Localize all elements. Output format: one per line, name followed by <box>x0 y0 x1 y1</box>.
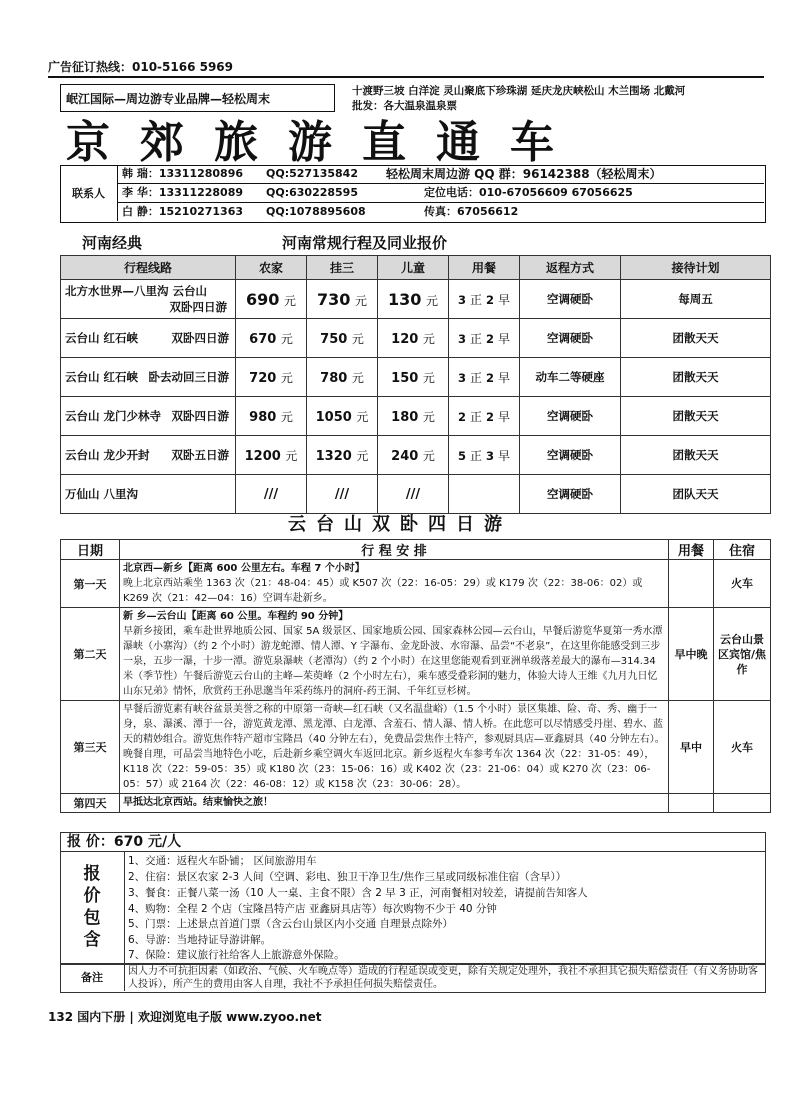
itinerary-row <box>61 794 771 813</box>
meal-main: 3 <box>457 370 466 385</box>
meal-cell <box>449 319 520 358</box>
route-name: 云台山 红石峡 <box>65 370 139 384</box>
return-cell: 空调硬卧 <box>520 397 621 436</box>
contact-qq: QQ:630228595 <box>266 186 358 199</box>
price-value: 180 <box>391 409 419 425</box>
col-date: 日期 <box>61 540 120 560</box>
destinations-line1: 十渡野三坡 白洋淀 灵山聚底下珍珠湖 延庆龙庆峡松山 木兰围场 北戴河 <box>352 85 686 97</box>
col-plan: 接待计划 <box>621 256 771 280</box>
meal-cell <box>449 436 520 475</box>
price-value: 120 <box>391 331 419 347</box>
destinations-line2: 批发：各大温泉温泉票 <box>352 100 457 112</box>
price-unit: 元 <box>283 293 296 308</box>
contact-row <box>118 184 764 202</box>
meal-breakfast: 2 <box>486 409 495 424</box>
meal-breakfast-unit: 早 <box>498 448 511 463</box>
price-value: 240 <box>391 448 419 464</box>
meal-breakfast: 2 <box>486 292 495 307</box>
day-stay: 火车 <box>714 560 771 608</box>
meal-cell <box>449 358 520 397</box>
price-value: 670 <box>249 331 277 347</box>
price-unit: 元 <box>422 331 435 346</box>
meal-main: 3 <box>457 292 466 307</box>
itinerary-row <box>61 608 771 701</box>
meal-cell <box>449 475 520 514</box>
meal-breakfast: 2 <box>486 370 495 385</box>
route-name: 云台山 红石峡 <box>65 331 139 345</box>
contact-extra: 轻松周末周边游 QQ 群：96142388（轻松周末） <box>386 167 662 181</box>
destinations <box>352 84 762 114</box>
route-cell <box>61 475 236 514</box>
route-cell <box>61 436 236 475</box>
contact-row <box>118 203 764 221</box>
price-cell <box>307 397 378 436</box>
route-cell <box>61 397 236 436</box>
price-text: 报 价：670 元/人 <box>67 834 182 850</box>
day-label: 第二天 <box>61 608 120 701</box>
price-cell <box>378 475 449 514</box>
plan-cell: 团散天天 <box>621 397 771 436</box>
route-name: 万仙山 八里沟 <box>65 487 139 501</box>
price-cell <box>378 358 449 397</box>
includes-item: 1、交通：返程火车卧铺； 区间旅游用车 <box>128 855 317 867</box>
day-meal <box>669 794 714 813</box>
price-unit: 元 <box>280 409 293 424</box>
price-value: /// <box>263 486 279 502</box>
plan-cell: 团散天天 <box>621 358 771 397</box>
includes-char: 价 <box>83 886 101 906</box>
route-cell <box>61 280 236 319</box>
meal-breakfast-unit: 早 <box>498 370 511 385</box>
col-return: 返程方式 <box>520 256 621 280</box>
price-value: 720 <box>249 370 277 386</box>
route-duration: 双卧四日游 <box>171 331 229 345</box>
itinerary-header-row <box>61 540 771 560</box>
price-row <box>61 319 771 358</box>
price-value: 780 <box>320 370 348 386</box>
contact-extra: 传真：67056612 <box>424 205 519 218</box>
price-value: /// <box>334 486 350 502</box>
price-value: /// <box>405 486 421 502</box>
day-meal: 早中晚 <box>669 608 714 701</box>
price-value: 750 <box>320 331 348 347</box>
route-duration: 双卧四日游 <box>169 300 227 314</box>
day-stay: 火车 <box>714 701 771 794</box>
return-cell: 动车二等硬座 <box>520 358 621 397</box>
price-unit: 元 <box>356 409 369 424</box>
day-label: 第三天 <box>61 701 120 794</box>
col-hotel: 挂三 <box>307 256 378 280</box>
price-cell <box>378 397 449 436</box>
price-cell <box>236 436 307 475</box>
price-cell <box>236 280 307 319</box>
ad-hotline: 广告征订热线：010-5166 5969 <box>48 60 234 74</box>
day-content <box>120 794 669 813</box>
meal-main-unit: 正 <box>469 331 482 346</box>
price-cell <box>236 319 307 358</box>
price-unit: 元 <box>280 331 293 346</box>
itinerary-title: 云台山双卧四日游 <box>288 514 512 535</box>
day-label: 第一天 <box>61 560 120 608</box>
meal-breakfast-unit: 早 <box>498 409 511 424</box>
meal-breakfast-unit: 早 <box>498 331 511 346</box>
price-value: 1050 <box>315 409 352 425</box>
day-title: 北京西—新乡【距离 600 公里左右。车程 7 个小时】 <box>123 563 365 574</box>
itinerary-table <box>60 539 771 813</box>
price-unit: 元 <box>354 293 367 308</box>
price-cell <box>378 319 449 358</box>
price-cell <box>236 358 307 397</box>
price-value: 730 <box>317 289 351 309</box>
note-text: 因人力不可抗拒因素（如政治、气候、火车晚点等）造成的行程延误或变更，除有关规定处理外，我社不承担其它损失赔偿责任（有义务协助客人投诉），所产生的费用由客人自理，我社不予承担任何损失赔偿责任。 <box>128 966 758 990</box>
note-label: 备注 <box>60 963 125 991</box>
page-title: 京郊旅游直通车 <box>66 117 584 168</box>
contact-qq: QQ:527135842 <box>266 167 358 180</box>
includes-label <box>60 851 125 963</box>
route-cell <box>61 358 236 397</box>
includes-char: 报 <box>83 864 101 884</box>
includes-item: 5、门票：上述景点首道门票（含云台山景区内小交通 自理景点除外） <box>128 918 454 930</box>
price-cell <box>307 436 378 475</box>
meal-main: 2 <box>457 409 466 424</box>
route-duration: 双卧四日游 <box>171 409 229 423</box>
meal-breakfast: 3 <box>486 448 495 463</box>
route-cell <box>61 319 236 358</box>
col-meal: 用餐 <box>669 540 714 560</box>
price-row <box>61 475 771 514</box>
day-text: 晚上北京西站乘坐 1363 次（21：48-04：45）或 K507 次（22：16-05：29）或 K179 次（22：38-06：02）或 K269 次（21：42—04：16）空调车赴新乡。 <box>123 578 643 604</box>
includes-item: 6、导游：当地持证导游讲解。 <box>128 934 272 946</box>
price-value: 980 <box>249 409 277 425</box>
includes-item: 4、购物：全程 2 个店（宝隆昌特产店 亚鑫厨具店等）每次购物不少于 40 分钟 <box>128 903 497 915</box>
price-row <box>61 436 771 475</box>
meal-cell <box>449 397 520 436</box>
contact-label: 联系人 <box>60 165 118 221</box>
price-unit: 元 <box>425 293 438 308</box>
meal-main: 3 <box>457 331 466 346</box>
day-content <box>120 608 669 701</box>
route-name: 北方水世界—八里沟 云台山 <box>65 284 208 298</box>
return-cell: 空调硬卧 <box>520 475 621 514</box>
price-cell <box>236 475 307 514</box>
day-label: 第四天 <box>61 794 120 813</box>
contact-row <box>118 165 764 183</box>
price-header-row <box>61 256 771 280</box>
price-unit: 元 <box>280 370 293 385</box>
col-route: 行程线路 <box>61 256 236 280</box>
price-unit: 元 <box>422 448 435 463</box>
return-cell: 空调硬卧 <box>520 436 621 475</box>
price-value: 690 <box>246 289 280 309</box>
meal-breakfast-unit: 早 <box>498 292 511 307</box>
meal-main-unit: 正 <box>469 409 482 424</box>
contact-name: 白 静：15210271363 <box>122 205 244 218</box>
price-unit: 元 <box>422 370 435 385</box>
price-unit: 元 <box>351 370 364 385</box>
header-rule <box>48 76 764 78</box>
plan-cell: 团队天天 <box>621 475 771 514</box>
includes-item: 2、住宿：景区农家 2-3 人间（空调、彩电、独卫干净卫生/焦作三星或同级标准住宿（含早）） <box>128 871 567 883</box>
day-title: 早抵达北京西站。结束愉快之旅！ <box>123 797 273 808</box>
day-content <box>120 701 669 794</box>
day-stay <box>714 794 771 813</box>
price-cell <box>378 436 449 475</box>
day-title: 新 乡—云台山【距离 60 公里。车程约 90 分钟】 <box>123 611 349 622</box>
contact-name: 李 华：13311228089 <box>122 186 244 199</box>
includes-item: 3、餐食：正餐八菜一汤（10 人一桌、主食不限）含 2 早 3 正，河南餐相对较差，请提前告知客人 <box>128 887 588 899</box>
col-meal: 用餐 <box>449 256 520 280</box>
price-cell <box>307 475 378 514</box>
price-unit: 元 <box>422 409 435 424</box>
plan-cell: 团散天天 <box>621 319 771 358</box>
meal-main-unit: 正 <box>469 292 482 307</box>
includes-item: 7、保险：建议旅行社给客人上旅游意外保险。 <box>128 949 345 961</box>
price-cell <box>307 319 378 358</box>
day-content <box>120 560 669 608</box>
page-footer: 132 国内下册 | 欢迎浏览电子版 www.zyoo.net <box>48 1010 322 1024</box>
route-name: 云台山 龙门少林寺 <box>65 409 162 423</box>
brand-slogan: 岷江国际—周边游专业品牌—轻松周末 <box>66 92 271 106</box>
col-child: 儿童 <box>378 256 449 280</box>
price-cell <box>307 280 378 319</box>
price-unit: 元 <box>356 448 369 463</box>
meal-cell <box>449 280 520 319</box>
includes-char: 包 <box>83 908 101 928</box>
meal-main-unit: 正 <box>469 448 482 463</box>
itinerary-row <box>61 701 771 794</box>
route-duration: 双卧五日游 <box>171 448 229 462</box>
meal-breakfast: 2 <box>486 331 495 346</box>
price-value: 1320 <box>315 448 352 464</box>
meal-main: 5 <box>457 448 466 463</box>
price-unit: 元 <box>285 448 298 463</box>
price-row <box>61 397 771 436</box>
contact-extra: 定位电话：010-67056609 67056625 <box>424 186 633 199</box>
section-henan-classic: 河南经典 <box>82 234 143 252</box>
price-row <box>61 280 771 319</box>
return-cell: 空调硬卧 <box>520 319 621 358</box>
day-text: 早餐后游览素有峡谷盆景美誉之称的中原第一奇峡—红石峡（又名温盘峪）（1.5 个小时）景区集雄、险、奇、秀、幽于一身，泉、瀑溪、潭于一谷，游览黄龙潭、黑龙潭、白龙潭、含羞石、情人瀑、情人桥。在此您可以尽情感受丹崖、碧水、蓝天的精妙组合。游览焦作特产超市宝隆昌（40 分钟左右），免费品尝焦作土特产，参观厨具店—亚鑫厨具（40 分钟左右）。晚餐自理，可品尝当地特色小吃，后赴新乡乘空调火车返回北京。新乡返程火车参考车次 1364 次（22：31-05：49），K118 次（22：59-05：35）或 K180 次（23：15-06：16）或 K402 次（23：21-06：04）或 K270 次（23：06-05：57）或 2164 次（22：46-08：12）或 K158 次（23：30-06：28）。 <box>123 704 665 790</box>
price-cell <box>378 280 449 319</box>
price-line <box>60 832 766 852</box>
day-stay: 云台山景区宾馆/焦作 <box>714 608 771 701</box>
contact-name: 韩 瑞：13311280896 <box>122 167 244 180</box>
col-farm: 农家 <box>236 256 307 280</box>
return-cell: 空调硬卧 <box>520 280 621 319</box>
itinerary-row <box>61 560 771 608</box>
contact-rows <box>118 165 764 221</box>
price-value: 1200 <box>244 448 281 464</box>
price-cell <box>307 358 378 397</box>
price-value: 130 <box>388 289 422 309</box>
route-duration: 卧去动回三日游 <box>148 370 229 384</box>
price-table <box>60 255 771 514</box>
day-text: 早新乡接团，乘车赴世界地质公园、国家 5A 级景区、国家地质公园、国家森林公园—云台山，早餐后游览华夏第一秀水潭瀑峡（小寨沟）（约 2 个小时）游龙蛇潭、情人潭、Y 字瀑布、金龙卧波、水帘瀑、品尝“不老泉”，在这里你能感受到三步一泉，五步一瀑，十步一潭。游览泉瀑峡（老潭沟）（约 2 个小时）在这里您能观看到亚洲单级落差最大的瀑布—314.34 米（季节性）午餐后游览云台山的主峰—茱萸峰（2 个小时左右），乘车感受叠彩洞的魅力，体验大诗人王维《九月九日忆山东兄弟》情怀，欣赏药王孙思邈当年采药练丹的洞府-药王洞、千年红豆杉树。 <box>123 626 663 697</box>
day-meal <box>669 560 714 608</box>
meal-main-unit: 正 <box>469 370 482 385</box>
price-value: 150 <box>391 370 419 386</box>
price-row <box>61 358 771 397</box>
contact-qq: QQ:1078895608 <box>266 205 366 218</box>
plan-cell: 团散天天 <box>621 436 771 475</box>
col-schedule: 行 程 安 排 <box>120 540 669 560</box>
route-name: 云台山 龙少开封 <box>65 448 150 462</box>
section-henan-title: 河南常规行程及同业报价 <box>282 234 448 252</box>
plan-cell: 每周五 <box>621 280 771 319</box>
price-cell <box>236 397 307 436</box>
includes-char: 含 <box>83 930 101 950</box>
price-unit: 元 <box>351 331 364 346</box>
day-meal: 早中 <box>669 701 714 794</box>
col-stay: 住宿 <box>714 540 771 560</box>
